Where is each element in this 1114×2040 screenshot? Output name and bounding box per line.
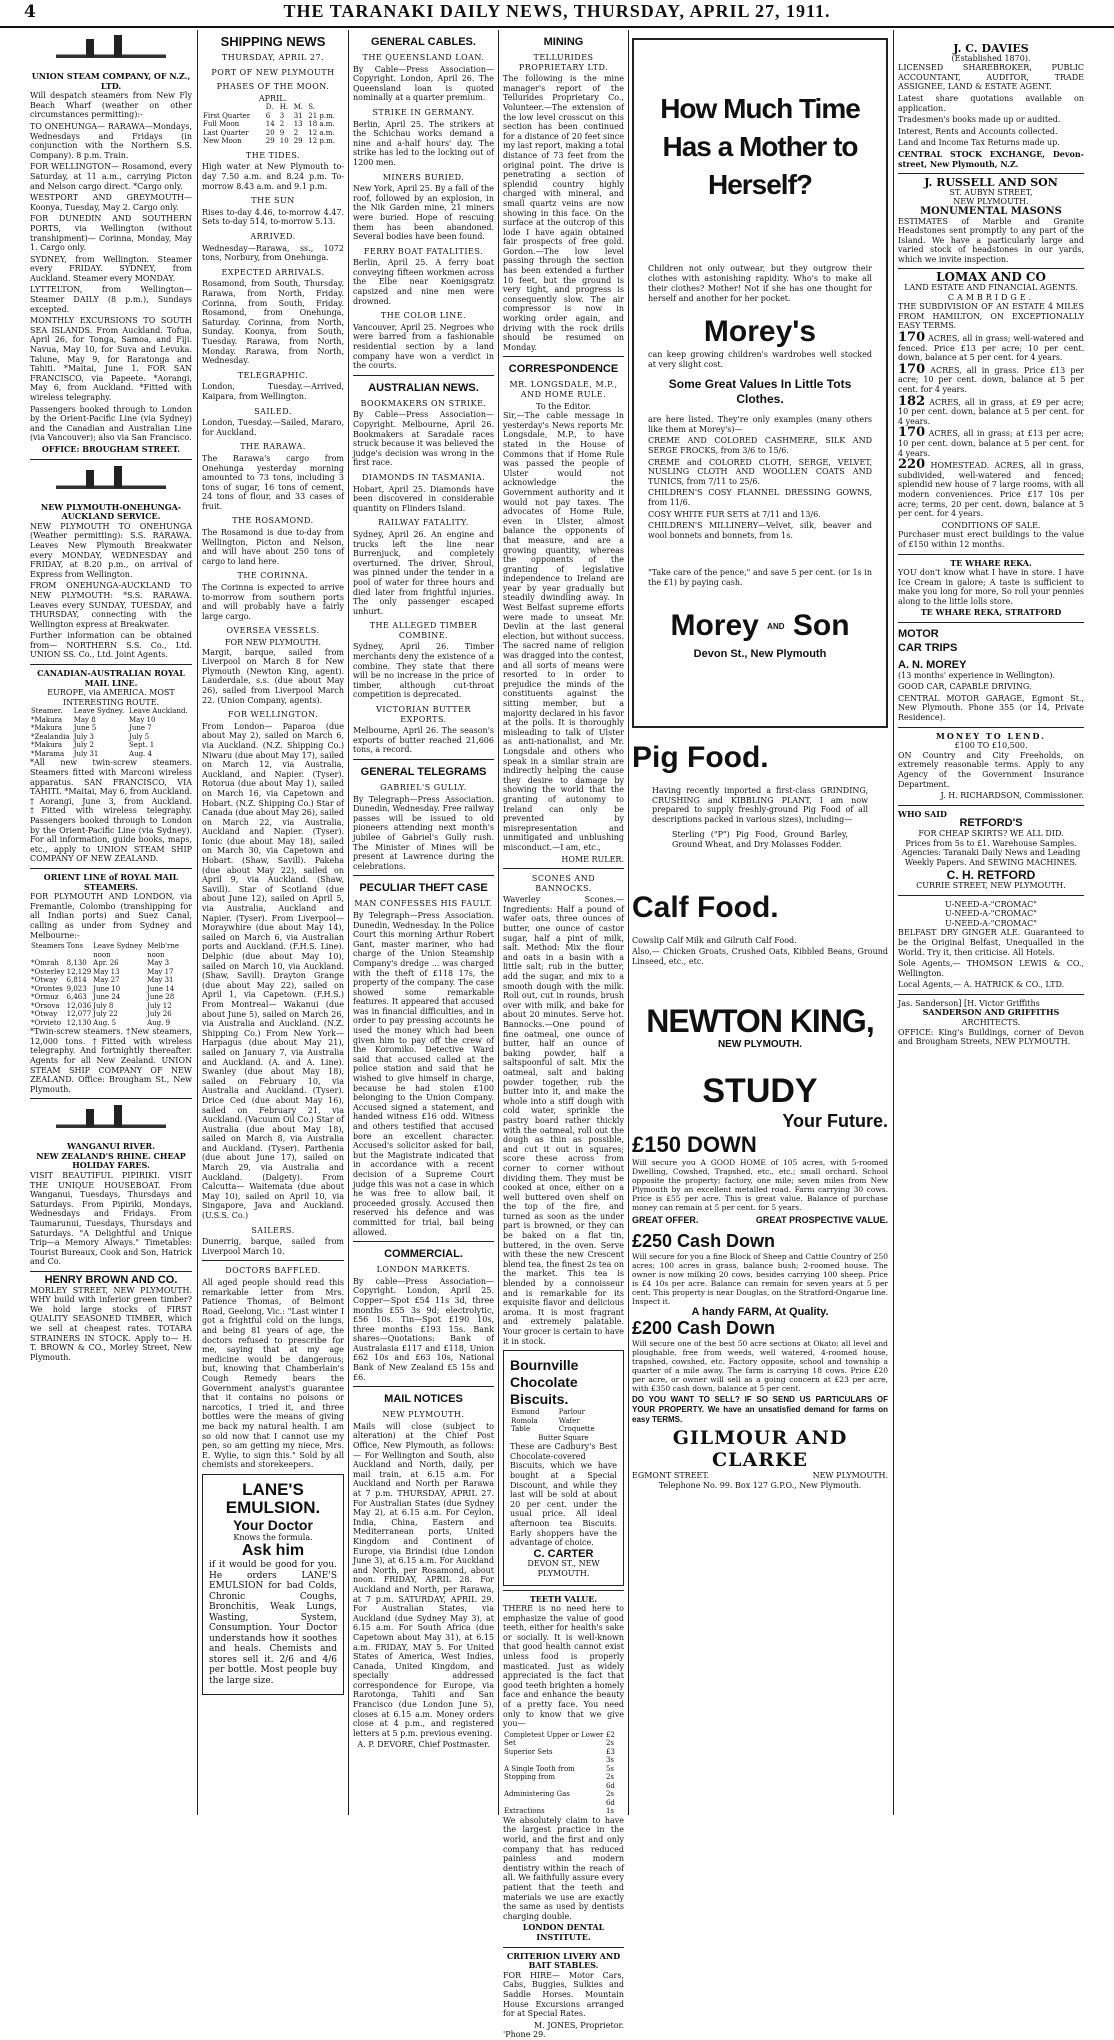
arrived-heading: ARRIVED.	[250, 232, 296, 242]
table-row: Completest Upper or Lower Set £2 2s	[504, 1730, 615, 1748]
column-rule	[628, 30, 629, 1815]
teeth-ad	[503, 1595, 624, 1943]
rosamond-text: The Rosamond is due to-day from Wellington, Picton and Nelson, and will have about 250 tons of cargo to land here.	[202, 528, 344, 566]
whare-reka-address: TE WHARE REKA, STRATFORD	[920, 607, 1062, 618]
henry-brown-ad	[30, 1276, 192, 1362]
wanganui-ad	[30, 1103, 192, 1267]
table-row: A Single Tooth from 5s	[504, 1764, 614, 1773]
lomax-intro: THE SUBDIVISION OF AN ESTATE 4 MILES FROM HAMILTON, ON EXCEPTIONALLY EASY TERMS.	[898, 302, 1084, 331]
sun-text: Rises to-day 4.46, to-morrow 4.47. Sets to-day 514, to-morrow 5.13.	[202, 207, 344, 227]
list-item: CREME and COLORED CLOTH, SERGE, VELVET, NUSLING CLOTH AND WOOLLEN COATS AND TUNICS, from 7/11 to 25/6.	[648, 457, 872, 486]
orient-notes: *Twin-screw steamers. †New steamers, 12,000 tons. †Fitted with wireless telegraphy. And fortnightly thereafter. Agents for all New Zealand. UNION STEAM SHIP COMPANY OF NEW ZEALAND. Office: Brougham St., New Plymouth.	[30, 1027, 192, 1094]
retford-ad	[898, 810, 1084, 891]
column-rule	[197, 30, 198, 1815]
doctors-text: All aged people should read this remarkable letter from Mrs. Patience Thomas, of Belmont Road, Geelong, Vic.: "Last winter I got a frightful cold on the lungs, and being 81 years of age, the doctors refused to prescribe for me, saying that at my age medicine would be dangerous; but, knowing that Chamberlain's Cough Remedy bears the Government analyst's guarantee that it contains no poisons or narcotics, I tried it, and three bottles were the means of giving me back my natural health. I am so old now that I cannot use my pen, so am getting my niece, Mrs. E. Wylie, to sign this." Sold by all chemists and storekeepers.	[202, 1278, 344, 1470]
column-display-ads	[632, 30, 888, 1815]
morey-intro: Children not only outwear, but they outgrow their clothes with astonishing rapidity. Who's to make all their clothes? Mother! Not if she has one thought for herself and another for her pocket.	[648, 264, 872, 303]
lot-item: 220 HOMESTEAD. ACRES, all in grass, subdivided, well-watered and fenced; splendid new house of 7 large rooms, with all modern conveniences. Price £17 10s per acre; terms, 20 per cent. down, balance at 5 per cent. for 4 years.	[898, 457, 1084, 519]
russell-town: NEW PLYMOUTH.	[953, 197, 1029, 207]
criterion-proprietor: M. JONES, Proprietor.	[534, 2020, 624, 2030]
newton-king-name: NEWTON KING,	[646, 1003, 874, 1040]
commercial-heading: COMMERCIAL.	[384, 1248, 463, 1261]
doctors-heading: DOCTORS BAFFLED.	[225, 1266, 321, 1276]
correspondence-signature: HOME RULER.	[561, 854, 624, 864]
money-signature: J. H. RICHARDSON, Commissioner.	[940, 791, 1084, 801]
whare-reka-title: TE WHARE REKA.	[950, 557, 1032, 568]
newton-king-ad	[632, 1002, 888, 1050]
newspaper-title: THE TARANAKI DAILY NEWS, THURSDAY, APRIL 27, 1911.	[283, 1, 831, 21]
moon-phases-month: APRIL.	[258, 93, 288, 103]
mail-notices-heading: MAIL NOTICES	[384, 1393, 463, 1406]
column-business-cards	[898, 30, 1084, 1815]
retford-firm: C. H. RETFORD	[946, 868, 1036, 883]
money-amount: £100 TO £10,500.	[954, 741, 1028, 751]
union-steam-passengers: Passengers booked through to London by the Orient-Pacific Line (via Sydney) and the Canadian and Australian Line (via Vancouver); also via San Francisco.	[30, 404, 192, 443]
russell-text: ESTIMATES of Marble and Granite Headstones sent promptly to any part of the Island. We have a particularly large and varied stock of headstones in our yards, which we invite inspection.	[898, 216, 1084, 264]
sun-heading: THE SUN	[251, 196, 295, 206]
union-steam-westport: WESTPORT AND GREYMOUTH— Koonya, Tuesday, May 2. Cargo only.	[30, 193, 192, 212]
table-row: *Omrah 8,130 Apr. 26 May 3	[31, 959, 170, 968]
newton-king-address: NEW PLYMOUTH.	[717, 1039, 803, 1051]
table-row: Full Moon 14 2 13 18 a.m.	[203, 120, 335, 129]
table-row: New Moon 29 10 29 12 p.m.	[203, 137, 335, 146]
henry-brown-name: HENRY BROWN AND CO.	[44, 1274, 178, 1286]
davies-text: Land and Income Tax Returns made up.	[898, 138, 1060, 148]
correspondence-text: Sir,—The cable message in yesterday's News reports Mr. Longsdale, M.P., to have stated in the House of Commons that if Home Rule was passed the people of Ulster would not acknowledge the Government authority and it would not pay taxes. The advocates of Home Rule, even in Ulster, almost balance the opponents of that measure, and are a growing quantity, whereas the opponents of the granting of legislative independence to Ireland are year by year gradually but steadily dwindling away. In West Belfast supreme efforts were made to unseat Mr. Devlin at the last general election, but without success. The sacred name of religion was dragged into the contest, and all sorts of means were resorted to in order to prejudice the minds of the constituents against the sitting member, but a majority declared in his favor at the polls. It is thoroughly misleading to talk of Ulster as anti-nationalist, and Mr. Longsdale and others who speak in a similar strain are indirectly helping the cause they desire to damage by showing the world that the granting of autonomy to Ireland can only be prevented by misrepresentation and unmitigated and unblushing misconduct.—I am, etc.,	[503, 411, 624, 852]
morey-firm: Morey AND Son	[670, 608, 850, 642]
list-item: CREME AND COLORED CASHMERE, SILK AND SERGE FROCKS, from 3/6 to 15/6.	[648, 436, 872, 455]
correspondence-heading: CORRESPONDENCE	[508, 363, 619, 376]
canadian-line-name: CANADIAN-AUSTRALIAN ROYAL MAIL LINE.	[37, 668, 185, 688]
pig-food-ad	[632, 740, 888, 850]
morey-ad	[632, 38, 888, 728]
sanderson-names: Jas. Sanderson] [H. Victor Griffiths	[898, 998, 1040, 1008]
telegraphic-heading: TELEGRAPHIC.	[237, 370, 309, 380]
handy-farm: A handy FARM, At Quality.	[691, 1305, 829, 1318]
aus-item: RAILWAY FATALITY. Sydney, April 26. An engine and trucks left the line near Burrenjuck, and completely overturned. The driver, Shroul, was pinned under the tender in a pool of water for three hours and died later from frightful injuries. The only passenger escaped unhurt.	[353, 518, 494, 616]
money-text: ON Country and City Freeholds, on extremely reasonable terms. Apply to any Agency of the Government Insurance Department.	[898, 750, 1084, 789]
theft-case-heading: PECULIAR THEFT CASE	[359, 882, 488, 895]
teeth-text2: We absolutely claim to have the largest practice in the world, and the first and only company that has reduced painless and modern dentistry within the reach of all. We faithfully assure every patient that the teeth and materials we use are exactly the same as used by dentists charging double.	[503, 1815, 624, 1921]
np-onehunga-route: NEW PLYMOUTH TO ONEHUNGA (Weather permitting): S.S. RARAWA. Leaves New Plymouth Breakwater every MONDAY, WEDNESDAY and FRIDAY, at 8.20 p.m., on arrival of Express from Wellington.	[30, 521, 192, 579]
np-onehunga-info: Further information can be obtained from— NORTHERN S.S. Co., Ltd. UNION SS. Co., Ltd. Joint Agents.	[30, 631, 192, 660]
retford-question: WHO SAID	[898, 808, 947, 819]
lomax-name: LOMAX AND CO	[936, 270, 1046, 285]
davies-ad	[898, 44, 1084, 169]
calf-food-text: Cowslip Calf Milk and Gilruth Calf Food.	[632, 935, 797, 945]
cable-item: FERRY BOAT FATALITIES. Berlin, April 25. A ferry boat conveying fifteen workmen across the Elbe near Koenigsgratz capsized and nine men were drowned.	[353, 246, 494, 306]
canadian-line-sub: EUROPE, via AMERICA. MOST INTERESTING ROUTE.	[47, 688, 175, 707]
shipping-news-heading: SHIPPING NEWS	[220, 34, 326, 49]
davies-text: Latest share quotations available on application.	[898, 93, 1084, 113]
biscuit-names: Esmond Parlour Romola Wafer Table Croquette Butter Square	[511, 1408, 595, 1442]
cromac-line: U-NEED-A-"CROMAC"	[945, 909, 1037, 919]
carter-address: DEVON ST., NEW PLYMOUTH.	[527, 1559, 600, 1578]
money-title: MONEY TO LEND.	[936, 730, 1046, 741]
page-number: 4	[24, 2, 36, 22]
lanes-ask: Ask him	[241, 1542, 305, 1560]
union-steam-ad	[30, 33, 192, 455]
table-row: *Osterley 12,129 May 13 May 17	[31, 967, 174, 976]
great-offer: GREAT OFFER.	[632, 1214, 699, 1225]
cromac-local: Local Agents,— A. HATRICK & CO., LTD.	[898, 980, 1065, 990]
arrived-text: Wednesday—Rarawa, ss., 1072 tons, Norbury, from Onehunga.	[202, 243, 344, 263]
column-general-cables	[353, 30, 494, 1815]
aus-item: DIAMONDS IN TASMANIA. Hobart, April 25. Diamonds have been discovered in considerable quantity on Flinders Island.	[353, 472, 494, 513]
table-row: *Ormuz 6,463 June 24 June 28	[31, 993, 175, 1002]
general-cables-heading: GENERAL CABLES.	[371, 36, 476, 48]
dental-institute-name: LONDON DENTAL INSTITUTE.	[522, 1922, 605, 1942]
orient-line-name: ORIENT LINE of ROYAL MAIL STEAMERS.	[43, 871, 179, 892]
lot-item: 170 ACRES, all in grass; well-watered and fenced. Price £13 per acre; 10 per cent. down, balance at 5 per cent. for 4 years.	[898, 330, 1085, 363]
study-offer2-heading: £250 Cash Down	[632, 1230, 776, 1251]
study-offer3-heading: £200 Cash Down	[632, 1318, 776, 1339]
study-offer3-text: Will secure one of the best 50 acre sections at Okato; all level and ploughable, free from weeds, well watered, 4-roomed house, trapshed, cowshed, etc. Factory opposite, school and township a quarter of a mile away. The farm is carrying 18 cows. Price £20 per acre, or owner will sell as a going concern at £23 per acre, with £350 cash down, balance at 5 per cent.	[632, 1339, 888, 1394]
orient-timetable: Steamers Tons Leave Sydney noon Melb'rne noon *Omrah 8,130 Apr. 26 May 3 *Osterley 12,129 May 13 May 17 *Otway 6,814 May 27 May 31 *Orontes 9,023 June 10 June 14 *Ormuz 6,463 June 24 June 28 *Orsova 12,036 July 8 July 12 *Otway 12,077 July 22 July 26 *Orvieto 12,130 Aug. 5 Aug. 9	[30, 942, 192, 1027]
study-offer1-heading: £150 DOWN	[632, 1131, 757, 1157]
teeth-title: TEETH VALUE.	[529, 1593, 598, 1604]
wanganui-text: VISIT BEAUTIFUL PIPIRIKI. VISIT THE UNIQUE HOUSEBOAT. From Wanganui, Tuesdays, Thursdays and Saturdays. From Pipiriki, Mondays, Wednesdays and Fridays. From Taumarunui, Tuesdays, Thursdays and Saturdays. "A Delightful and Unique Trip—a Memory Always." Timetables: Tourist Bureaux, Cook and Son, Hatrick and Co.	[30, 1171, 192, 1267]
column-rule	[498, 30, 499, 1815]
mining-text: The following is the mine manager's report of the Tellurides Proprietary Co., Volunteer.—The extension of the low level crosscut on this section has been continued for a distance of 20 feet since my last report, making a total distance of 73 feet from the original point. The drive is penetrating a section of splendid country highly charged with mineral, and small quartz veins are now showing in this face. On the surface at the outcrop of this lode I have again obtained fair prospects of free gold. Gordon.—The low level passing through the section has been extended a further 10 feet, but the ground is very tight, and progress is consequently slow. The air compressor is now in working order again, and driving with the rock drills should be resumed on Monday.	[503, 74, 624, 352]
canadian-timetable	[30, 707, 192, 758]
pig-food-items: Sterling ("P") Pig Food, Ground Barley, Ground Wheat, and Dry Molasses Fodder.	[672, 830, 848, 849]
rosamond-heading: THE ROSAMOND.	[232, 516, 314, 526]
london-markets-heading: LONDON MARKETS.	[376, 1265, 471, 1275]
union-steam-sydney: SYDNEY, from Wellington. Steamer every FRIDAY. SYDNEY, from Auckland. Steamer every MONDAY.	[30, 254, 192, 283]
morey-address: Devon St., New Plymouth	[693, 647, 827, 660]
cromac-line: U-NEED-A-"CROMAC"	[945, 918, 1037, 928]
commercial-text: By cable—Press Association—Copyright. London, April 25. Copper—Spot £54 11s 3d, three months £55 3s 9d; electrolytic, £56 10s. Tin—Spot £190 10s, three months £193 15s. Bank shares—Quotations: Bank of Australasia £117 and £118, Union £62 10s and £63 10s, National Bank of New Zealand £5 15s and £6.	[353, 1276, 494, 1382]
sanderson-sub: ARCHITECTS.	[961, 1018, 1021, 1028]
table-row: Last Quarter 20 9 2 12 a.m.	[203, 128, 335, 137]
table-row: Administering Gas 2s 6d	[504, 1790, 615, 1807]
cable-item: STRIKE IN GERMANY. Berlin, April 25. The strikers at the Schichau works demand a nine and a-half hours' day. The strike has led to the locking out of 1200 men.	[353, 107, 494, 167]
column-rule	[893, 30, 894, 1815]
whare-reka-ad	[898, 559, 1084, 619]
sanderson-ad	[898, 999, 1084, 1047]
russell-ad	[898, 178, 1084, 264]
davies-address: CENTRAL STOCK EXCHANGE, Devon-street, New Plymouth, N.Z.	[898, 148, 1084, 169]
gilmour-clarke-name: GILMOUR AND CLARKE	[672, 1427, 848, 1472]
calf-food-also: Also,— Chicken Groats, Crushed Oats, Kibbled Beans, Ground Linseed, etc., etc.	[632, 947, 888, 966]
mail-subheading: NEW PLYMOUTH.	[382, 1410, 465, 1420]
cromac-ad	[898, 900, 1084, 990]
union-steam-lyttelton: LYTTELTON, from Wellington— Steamer DAILY (8 p.m.), Sundays excepted.	[30, 285, 192, 314]
study-title: STUDY	[702, 1071, 818, 1110]
column-shipping-ads	[30, 30, 192, 1815]
expected-text: Rosamond, from South, Thursday. Rarawa, from North, Friday. Corinna, from South, Friday. Rosamond, from Onehunga, Saturday. Corinna, from North, Sunday. Koonya, from South, Tuesday. Rarawa, from North, Monday. Rarawa, from North, Wednesday.	[202, 279, 344, 366]
oversea-heading: OVERSEA VESSELS.	[226, 626, 320, 636]
home-rule-heading: MR. LONGSDALE, M.P., AND HOME RULE.	[509, 380, 618, 399]
lomax-conditions-text: Purchaser must erect buildings to the value of £150 within 12 months.	[898, 530, 1084, 549]
table-row: *Marama July 31 Aug. 4	[31, 749, 152, 758]
sailed-text: London, Tuesday.—Sailed, Mararo, for Auckland.	[202, 418, 344, 437]
whare-reka-text: YOU don't know what I have in store. I have Ice Cream in galore; A taste is sufficient to make you long for more, So roll your pennies along to the little lolls store.	[898, 568, 1084, 606]
gilmour-phone: Telephone No. 99. Box 127 G.P.O., New Plymouth.	[658, 1480, 862, 1490]
study-subtitle: Your Future.	[782, 1110, 888, 1131]
table-row: *Makura May 8 May 10	[31, 715, 156, 724]
calf-food-title: Calf Food.	[632, 890, 779, 924]
tides-text: High water at New Plymouth to-day 7.50 a.m. and 8.24 p.m. To-morrow 8.43 a.m. and 9.1 p.m.	[202, 162, 344, 191]
criterion-text: FOR HIRE— Motor Cars, Cabs, Buggies, Sulkies and Saddle Horses. Mountain House Excursions arranged for at Special Rates.	[503, 1970, 624, 2019]
oversea-subheading: FOR NEW PLYMOUTH.	[224, 638, 322, 647]
motor-trips-ad	[898, 627, 1084, 723]
teeth-prices	[503, 1731, 624, 1816]
carter-name: C. CARTER	[533, 1547, 594, 1560]
aus-item: BOOKMAKERS ON STRIKE. By Cable—Press Association—Copyright. Melbourne, April 26. Bookmakers at Saradale races struck because it was believed the judge's decision was wrong in the first race.	[353, 398, 494, 468]
list-item: COSY WHITE FUR SETS at 7/11 and 13/6.	[648, 509, 821, 519]
wanganui-name: WANGANUI RIVER.	[67, 1141, 155, 1152]
table-row: *Orvieto 12,130 Aug. 5 Aug. 9	[31, 1018, 171, 1027]
lot-item: 170 ACRES, all in grass; at £13 per acre; 10 per cent. down, balance at 5 per cent. for 4 years.	[898, 425, 1084, 458]
motor-garage: CENTRAL MOTOR GARAGE, Egmont St., New Plymouth. Phone 355 (or 14, Private Residence).	[898, 693, 1084, 723]
wanganui-heading: NEW ZEALAND'S RHINE. CHEAP HOLIDAY FARES.	[36, 1150, 186, 1171]
davies-established: (Established 1870).	[951, 53, 1031, 63]
table-header: Leave Sydney.	[73, 707, 125, 716]
morey-brand: Morey's	[703, 315, 817, 348]
gabriels-text: By Telegraph—Press Association. Dunedin, Wednesday. Free railway passes will be issued to old pioneers attending next month's jubilee of Gabriel's Gully rush. The Minister of Mines will be present at Lawrence during the celebrations.	[353, 794, 494, 871]
russell-name: J. RUSSELL AND SON	[924, 176, 1058, 190]
expected-heading: EXPECTED ARRIVALS.	[221, 267, 325, 277]
lanes-emulsion-ad	[202, 1474, 344, 1696]
henry-brown-text: MORLEY STREET, NEW PLYMOUTH. WHY build with inferior green timber? We hold large stocks of FIRST QUALITY SEASONED TIMBER, which we sell at cheapest rates. TOTARA STRAINERS IN STOCK. Apply to— H. T. BROWN & CO., Morley Street, New Plymouth.	[30, 1285, 192, 1362]
russell-street: ST. AUBYN STREET,	[949, 187, 1033, 197]
steamer-illustration	[56, 464, 166, 500]
teeth-text: THERE is no need here to emphasize the value of good teeth, either for health's sake or socially. It is well-known that good health cannot exist unless food is properly masticated. Just as widely appreciated is the fact that good teeth brighten a homely face and enhance the beauty of a pretty face. You need only to know that we give you—	[503, 1604, 624, 1729]
sailers-heading: SAILERS.	[251, 1225, 295, 1235]
mail-text: Mails will close (subject to alteration) at the Chief Post Office, New Plymouth, as follows:— For Wellington and South, also Auckland and North, daily, per mail train, at 6.15 a.m. For Auckland and North per Rarawa at 7 p.m. THURSDAY, APRIL 27. For Australian States (due Sydney May 2), at 6.15 a.m. For Ceylon, India, China, Eastern and Mediterranean ports, United Kingdom and Continent of Europe, via Brindisi (due London June 3), at 6.15 a.m. For Auckland and North, per Rosamond, about noon. FRIDAY, APRIL 28. For Auckland and North, per Rarawa, at 7 p.m. SATURDAY, APRIL 29. For Australian States, via Auckland (due Sydney May 3), at 6.15 a.m. For South Africa (due Capetown about May 31), at 6.15 a.m. FRIDAY, MAY 5. For United States of America, West Indies, Canada, United Kingdom, and specially addressed correspondence for Europe, via Rarotonga, Tahiti and San Francisco (due London June 5), closes at 6.15 a.m. Money orders close at 4 p.m., and registered letters at 5 p.m. previous evening.	[353, 1421, 494, 1738]
table-row: Stopping from 2s 6d	[504, 1773, 615, 1790]
telegraphic-text: London, Tuesday.—Arrived, Kaipara, from Wellington.	[202, 382, 344, 401]
union-steam-name: UNION STEAM COMPANY, OF N.Z., LTD.	[31, 71, 191, 91]
general-telegrams-heading: GENERAL TELEGRAMS	[360, 766, 487, 778]
study-particulars: DO YOU WANT TO SELL? IF SO SEND US PARTICULARS OF YOUR PROPERTY. We have an unsatisfied demand for farms on easy TERMS.	[632, 1395, 888, 1425]
bournville-title: Bournville Chocolate Biscuits.	[510, 1357, 579, 1408]
list-item: CHILDREN'S COSY FLANNEL DRESSING GOWNS, from 11/6.	[648, 488, 872, 507]
column-shipping-news	[202, 30, 344, 1815]
corinna-text: The Corinna is expected to arrive to-morrow from southern ports and will probably have a fairly large cargo.	[202, 583, 344, 621]
study-offer2-text: Will secure for you a fine Block of Sheep and Cattle Country of 250 acres; 100 acres in grass, balance bush; 2-roomed house. The owner is now milking 20 cows, besides carrying 100 sheep. Price is £4 10s per acre. Balance can remain for seven years at 5 per cent. This property is near Douglas, on the Stratford-Ongarue line. Inspect it.	[632, 1251, 888, 1306]
union-steam-wellington: FOR WELLINGTON— Rosamond, every Saturday, at 11 a.m., carrying Picton and Nelson cargo direct. *Cargo only.	[30, 162, 192, 191]
table-header: Leave Auckland.	[129, 707, 188, 716]
gilmour-address-row	[632, 1471, 888, 1481]
mail-signature: A. P. DEVORE, Chief Postmaster.	[357, 1740, 490, 1750]
davies-text: Interest, Rents and Accounts collected.	[898, 126, 1058, 136]
australian-news-heading: AUSTRALIAN NEWS.	[368, 381, 479, 394]
morey-brand-text: can keep growing children's wardrobes well stocked at very slight cost.	[648, 350, 872, 369]
table-row: *Orontes 9,023 June 10 June 14	[31, 984, 175, 993]
corinna-heading: THE CORINNA.	[237, 571, 309, 581]
motor-good-car: GOOD CAR, CAPABLE DRIVING.	[898, 682, 1032, 692]
gilmour-town: NEW PLYMOUTH.	[812, 1471, 888, 1481]
davies-name: J. C. DAVIES	[953, 42, 1029, 55]
lomax-town: CAMBRIDGE.	[947, 292, 1035, 302]
steamer-illustration	[56, 33, 166, 69]
list-item: CHILDREN'S MILLINERY—Velvet, silk, beaver and wool bonnets and bonnets, from 1s.	[648, 521, 872, 540]
lomax-ad	[898, 270, 1085, 549]
calf-food-ad	[632, 890, 888, 967]
scones-text: Waverley Scones.—Ingredients: Half a pound of wafer oats, three ounces of butter, one ounce of castor sugar, half a pint of milk, salt. Method: Mix the flour and oats in a basin with a little salt; rub in the butter, add the sugar, and mix to a smooth dough with the milk. Roll out, cut in rounds, brush over with milk, and bake for about 20 minutes. Serve hot. Bannocks.—One pound of fine oatmeal, one ounce of butter, half an ounce of baking powder, half a saltspoonful of salt. Mix the oatmeal, salt and baking powder together, rub the butter into it, and make the whole into a stiff dough with cold water, sprinkle the pastry board rather thickly with the oatmeal, roll out the dough as thin as possible, and cut it out in squares; score these across from corner to corner without dividing them. They must be cooked at once, either on a well buttered oven shelf on the top of the fire, and turned as soon as the under part is browned, or they can be baked on a flat tin, buttered, in the oven. Serve with these the new Crescent blend tea, the finest 2s tea on the market. This tea is blended by a connoisseur and is remarkable for its exquisite flavor and delicious aroma. It is most fragrant and extremely palatable. Your grocer is certain to have it in stock.	[503, 895, 624, 1346]
morey-examples: are here listed. They're only examples (many others like them at Morey's)—	[648, 415, 872, 434]
motor-experience: (13 months' experience in Wellington).	[898, 670, 1056, 680]
morey-slogan: "Take care of the pence," and save 5 per cent. (or 1s in the £1) by paying cash.	[648, 568, 872, 587]
np-onehunga-return: FROM ONEHUNGA-AUCKLAND TO NEW PLYMOUTH: *S.S. RARAWA. Leaves every SUNDAY, TUESDAY, and THURSDAY, connecting with the Wellington express at Breakwater.	[30, 581, 192, 629]
theft-text: By Telegraph—Press Association. Dunedin, Wednesday. In the Police Court this morning Arthur Robert Gant, master mariner, who had charge of the Union Steamship Company's dredge ... was charged with the theft of £118 17s, the property of the company. The case showed some remarkable features. It appeared that accused was in financial difficulties, and in order to pay pressing accounts he used the money which had been given him to pay off the crew of the Koromiko. Detective Ward said that accused called at the police station and said that he wished to give himself in charge, because he had stolen £100 belonging to the Union Company. Accused signed a statement, and handed witness £16 odd. Witness and others testified that accused bore an excellent character. Accused's solicitor asked for bail, but the Magistrate indicated that in accordance with a recent decision of a Supreme Court judge this was not a case in which he was free to allow bail, it proceeded grossly. Accused then reserved his defence and was committed for trial, bail being allowed.	[353, 910, 494, 1237]
cromac-agents: Sole Agents,— THOMSON LEWIS & CO., Wellington.	[898, 959, 1084, 978]
retford-prices: Prices from 5s to £1. Warehouse Samples.	[905, 838, 1077, 848]
sailers-text: Dunerrig, barque, sailed from Liverpool March 10.	[202, 1237, 344, 1256]
np-onehunga-ad	[30, 464, 192, 661]
lomax-conditions: CONDITIONS OF SALE.	[941, 520, 1041, 530]
rarawa-heading: THE RARAWA.	[240, 442, 306, 452]
canadian-notes: *All new twin-screw steamers. Steamers fitted with Marconi wireless apparatus. SAN FRANCISCO, VIA TAHITI. *Maitai, May 6, from Auckland. †Aorangi, June 3, from Auckland. †Fitted with wireless telegraphy. Passengers booked through to London by the Orient-Pacific Line (via Sydney). For all information, guide books, maps, etc., apply to UNION STEAM SHIP COMPANY OF NEW ZEALAND.	[30, 758, 192, 864]
theft-subheading: MAN CONFESSES HIS FAULT.	[354, 899, 493, 909]
retford-agencies: Agencies: Taranaki Daily News and Leading Weekly Papers. And SEWING MACHINES.	[901, 848, 1081, 867]
cable-item: THE QUEENSLAND LOAN. By Cable—Press Association—Copyright. London, April 26. The Queensland loan is quoted nominally at a quarter premium.	[353, 53, 494, 103]
sailed-heading: SAILED.	[254, 406, 292, 416]
retford-address: CURRIE STREET, NEW PLYMOUTH.	[916, 880, 1066, 890]
morey-values: Some Great Values In Little Tots Clothes.	[668, 377, 852, 407]
criterion-phone: 'Phone 29.	[503, 2030, 546, 2040]
davies-text: Tradesmen's books made up or audited.	[898, 115, 1061, 125]
union-steam-intro: Will despatch steamers from New Fly Beach Wharf (weather on other circumstances permitting):-	[30, 91, 192, 120]
lanes-text: if it would be good for you. He orders LANE'S EMULSION for bad Colds, Chronic Coughs, Bronchitis, Weak Lungs, Wasting, System, Consumption. Your Doctor understands how it soothes and heals. Chemists and stores sell it. 2/6 and 4/6 per bottle. Most people buy the large size.	[209, 1560, 337, 1686]
cromac-belfast: BELFAST DRY GINGER ALE. Guaranteed to be the Original Belfast, Unequalled in the World. Try it, then criticise. All Hotels.	[898, 928, 1084, 957]
column-rule	[348, 30, 349, 1815]
union-steam-office: OFFICE: BROUGHAM STREET.	[41, 443, 181, 454]
masthead	[0, 0, 1114, 28]
table-row: *Otway 12,077 July 22 July 26	[31, 1010, 172, 1019]
table-row: Superior Sets £3 3s	[504, 1747, 615, 1765]
great-value: GREAT PROSPECTIVE VALUE.	[755, 1214, 888, 1225]
criterion-title: CRITERION LIVERY AND BAIT STABLES.	[506, 1950, 621, 1971]
moon-phases-heading: PHASES OF THE MOON.	[216, 82, 330, 92]
union-steam-dunedin: FOR DUNEDIN AND SOUTHERN PORTS, via Wellington (without transhipment)— Corinna, Monday, May 1. Cargo only.	[30, 214, 192, 253]
lanes-title: LANE'S EMULSION.	[225, 1479, 321, 1517]
orient-line-ad	[30, 873, 192, 1094]
study-offer1-text: Will secure you A GOOD HOME of 105 acres, with 5-roomed Dwelling, Cowshed, Trapshed, etc., etc.; small orchard. School opposite the property; factory, one mile; seven miles from New Plymouth by an excellent metalled road. Farm carrying 30 cows. Price is £55 per acre. This is great value. Balance of purchase money can remain at 5 per cent. for 5 years.	[632, 1157, 888, 1212]
morey-headline: How Much Time Has a Mother to Herself?	[660, 93, 860, 200]
study-ad	[632, 1072, 888, 1425]
gilmour-clarke-ad	[632, 1427, 888, 1490]
scones-heading: SCONES AND BANNOCKS.	[531, 874, 596, 893]
table-row: *Zealandia July 3 July 5	[31, 732, 150, 741]
oversea-text: Margit, barque, sailed from Liverpool on March 8 for New Plymouth (Newton King, agent). Lauderdale, s.s. (due about May 26), sailed from Liverpool March 22. (Union Company, agents).	[202, 647, 344, 705]
sanderson-firm: SANDERSON AND GRIFFITHS	[922, 1007, 1060, 1018]
lot-item: 170 ACRES, all in grass. Price £13 per acre; 10 per cent. down, balance at 5 per cent. for 4 years.	[898, 361, 1084, 394]
table-row: *Makura June 5 June 7	[31, 724, 152, 733]
bournville-ad	[503, 1350, 624, 1585]
mining-heading: MINING	[543, 36, 584, 48]
cromac-line: U-NEED-A-"CROMAC"	[945, 899, 1037, 909]
table-row: First Quarter 6 3 31 21 p.m.	[203, 111, 335, 120]
criterion-ad	[503, 1952, 624, 2040]
lanes-tag: Your Doctor	[233, 1516, 313, 1533]
tides-heading: THE TIDES.	[245, 150, 301, 160]
table-header: Steamer.	[31, 707, 63, 716]
retford-brand: RETFORD'S	[959, 817, 1023, 830]
bournville-text: These are Cadbury's Best Chocolate-covered Biscuits, which we have bought at a Special Discount, and while they last will be sold at about 20 per cent. under the usual price. All ideal afternoon tea Biscuits. Early shoppers have the advantage of choice.	[510, 1442, 617, 1548]
motor-trips-title: MOTOR CAR TRIPS	[898, 628, 958, 655]
retford-cheap: FOR CHEAP SKIRTS? WE ALL DID.	[918, 828, 1064, 838]
money-to-lend-ad	[898, 732, 1084, 801]
to-editor: To the Editor.	[536, 401, 591, 411]
russell-trade: MONUMENTAL MASONS	[920, 205, 1062, 217]
lot-item: 182 ACRES, all in grass, at £9 per acre; 10 per cent. down, balance at 5 per cent. for 4 years.	[898, 393, 1084, 426]
orient-intro: FOR PLYMOUTH AND LONDON, via Fremantle, Colombo (transhipping for all Indian ports) and Suez Canal, calling as under from Sydney and Melbourne:-	[30, 892, 192, 940]
table-row: *Otway 6,814 May 27 May 31	[31, 976, 174, 985]
table-row: *Orsova 12,036 July 8 July 12	[31, 1001, 172, 1010]
column-mining-correspondence	[503, 30, 624, 2040]
port-heading: PORT OF NEW PLYMOUTH	[211, 67, 335, 77]
canadian-line-ad	[30, 669, 192, 864]
davies-lines: LICENSED SHAREBROKER, PUBLIC ACCOUNTANT, AUDITOR, TRADE ASSIGNEE, LAND & ESTATE AGENT.	[898, 63, 1084, 92]
moon-phases-table: D. H. M. S. First Quarter 6 3 31 21 p.m. Full Moon 14 2 13 18 a.m. Last Quarter 20 9 2 12 a.m. New Moon 29 10 29 12 p.m.	[202, 103, 344, 146]
union-steam-excursions: MONTHLY EXCURSIONS TO SOUTH SEA ISLANDS. From Auckland. Tofua, April 26, for Tonga, Samoa, and Fiji. Navua, May 10, for Suva and Levuka. Talune, May 9, for Raratonga and Tahiti. *Maitai, June 1. FOR SAN FRANCISCO, via Papeete. *Aorangi, May 6, from Auckland. *Fitted with wireless telegraphy.	[30, 316, 192, 402]
table-row: *Makura July 2 Sept. 1	[31, 741, 155, 750]
cable-item: THE COLOR LINE. Vancouver, April 25. Negroes who were barred from a fashionable residential section by a land company have won a verdict in the courts.	[353, 311, 494, 371]
gabriels-heading: GABRIEL'S GULLY.	[380, 783, 467, 792]
wellington-heading: FOR WELLINGTON.	[227, 710, 319, 720]
sanderson-office: OFFICE: King's Buildings, corner of Devon and Brougham Streets, NEW PLYMOUTH.	[898, 1027, 1084, 1047]
motor-operator-name: A. N. MOREY	[898, 659, 967, 672]
shipping-date: THURSDAY, APRIL 27.	[221, 53, 325, 62]
lanes-tag2: Knows the formula.	[233, 1532, 313, 1542]
union-steam-onehunga: TO ONEHUNGA— RARAWA—Mondays, Wednesdays and Fridays (in conjunction with the Northern S.S. Company). 8 p.m. Train.	[30, 121, 192, 160]
great-offer-row	[632, 1216, 888, 1226]
riverboat-illustration	[56, 1103, 166, 1139]
pig-food-title: Pig Food.	[632, 741, 769, 774]
rarawa-text: The Rarawa's cargo from Onehunga yesterday morning amounted to 73 tons, including 3 tons of sugar, 16 tons of cement, 24 tons of flour, and 33 cases of fruit.	[202, 453, 344, 511]
cable-item: MINERS BURIED. New York, April 25. By a fall of the roof, followed by an explosion, in the Nik Garden mine, 21 miners were buried. Hope of rescuing them has been abandoned. Several bodies have been found.	[353, 172, 494, 242]
np-onehunga-name: NEW PLYMOUTH-ONEHUNGA-AUCKLAND SERVICE.	[40, 501, 182, 522]
lomax-lines: LAND ESTATE AND FINANCIAL AGENTS.	[904, 283, 1078, 293]
aus-item: VICTORIAN BUTTER EXPORTS. Melbourne, April 26. The season's exports of butter reached 21,606 tons, a record.	[353, 705, 494, 755]
aus-item: THE ALLEGED TIMBER COMBINE. Sydney, April 26. Timber merchants deny the existence of a combine. They state that there will be no increase in the price of timber, although cut-throat competition is deprecated.	[353, 621, 494, 700]
wellington-text: From London— Paparoa (due about May 2), sailed on March 6, via Auckland. (N.Z. Shipping Co.) Niwaru (due about May 17), sailed on March 12, via Australia, Auckland, and Napier. (Tyser). Rotorua (due about May 1), sailed on March 16, via Capetown and Hobart. (N.Z. Shipping Co.) Star of Canada (due about May 26), sailed on March 22, via Australia, Auckland and Napier. (Tyser). Ionic (due about May 18), sailed on March 30, via Capetown and Hobart. (Shaw, Savill). Pakeha (due about May 22), sailed on April 9, via Auckland. (Shaw, Savill). Star of Scotland (due about June 12), sailed on April 5, via Australia, Auckland and Napier. (Tyser). From Liverpool— Moraywhire (due about May 14), sailed on March 6, via Australian ports and Auckland. (F.H.S. Line). Delphic (due about May 10), sailed on March 10, via Auckland. (Shaw, Savill). Drayton Grange (due about May 22), sailed on April 1, via Capetown. (F.H.S.) From Montreal— Wakanui (due about June 5), sailed on March 26, via Australia and Auckland. (N.Z. Shipping Co.) From New York— Harpagus (due about May 21), sailed on January 7, via Australia and Auckland. (A. and A. Line). Swanley (due about May 18), sailed on February 10, via Australia and Auckland. (Tyser). Drice Ced (due about May 16), sailed on February 21, via Auckland. (Vacuum Oil Co.) Star of Australia (due about May 18), sailed on March 8, via Australia and Auckland. (Tyser). Parthenia (due about June 17), sailed on March 29, via Australia and Auckland. (Dalgety). From Calcutta— Waitemata (due about May 10), sailed on April 10, via Singapore, Java and Auckland. (U.S.S. Co.)	[202, 721, 344, 1221]
gilmour-street: EGMONT STREET.	[632, 1471, 710, 1481]
table-row: Extractions 1s	[504, 1807, 614, 1816]
tellurides-heading: TELLURIDES PROPRIETARY LTD.	[518, 53, 609, 72]
pig-food-text: Having recently imported a first-class GRINDING, CRUSHING and KIBBLING PLANT, I am now prepared to supply freshly-ground Pig Food of all descriptions packed in various sizes), including—	[652, 786, 868, 824]
